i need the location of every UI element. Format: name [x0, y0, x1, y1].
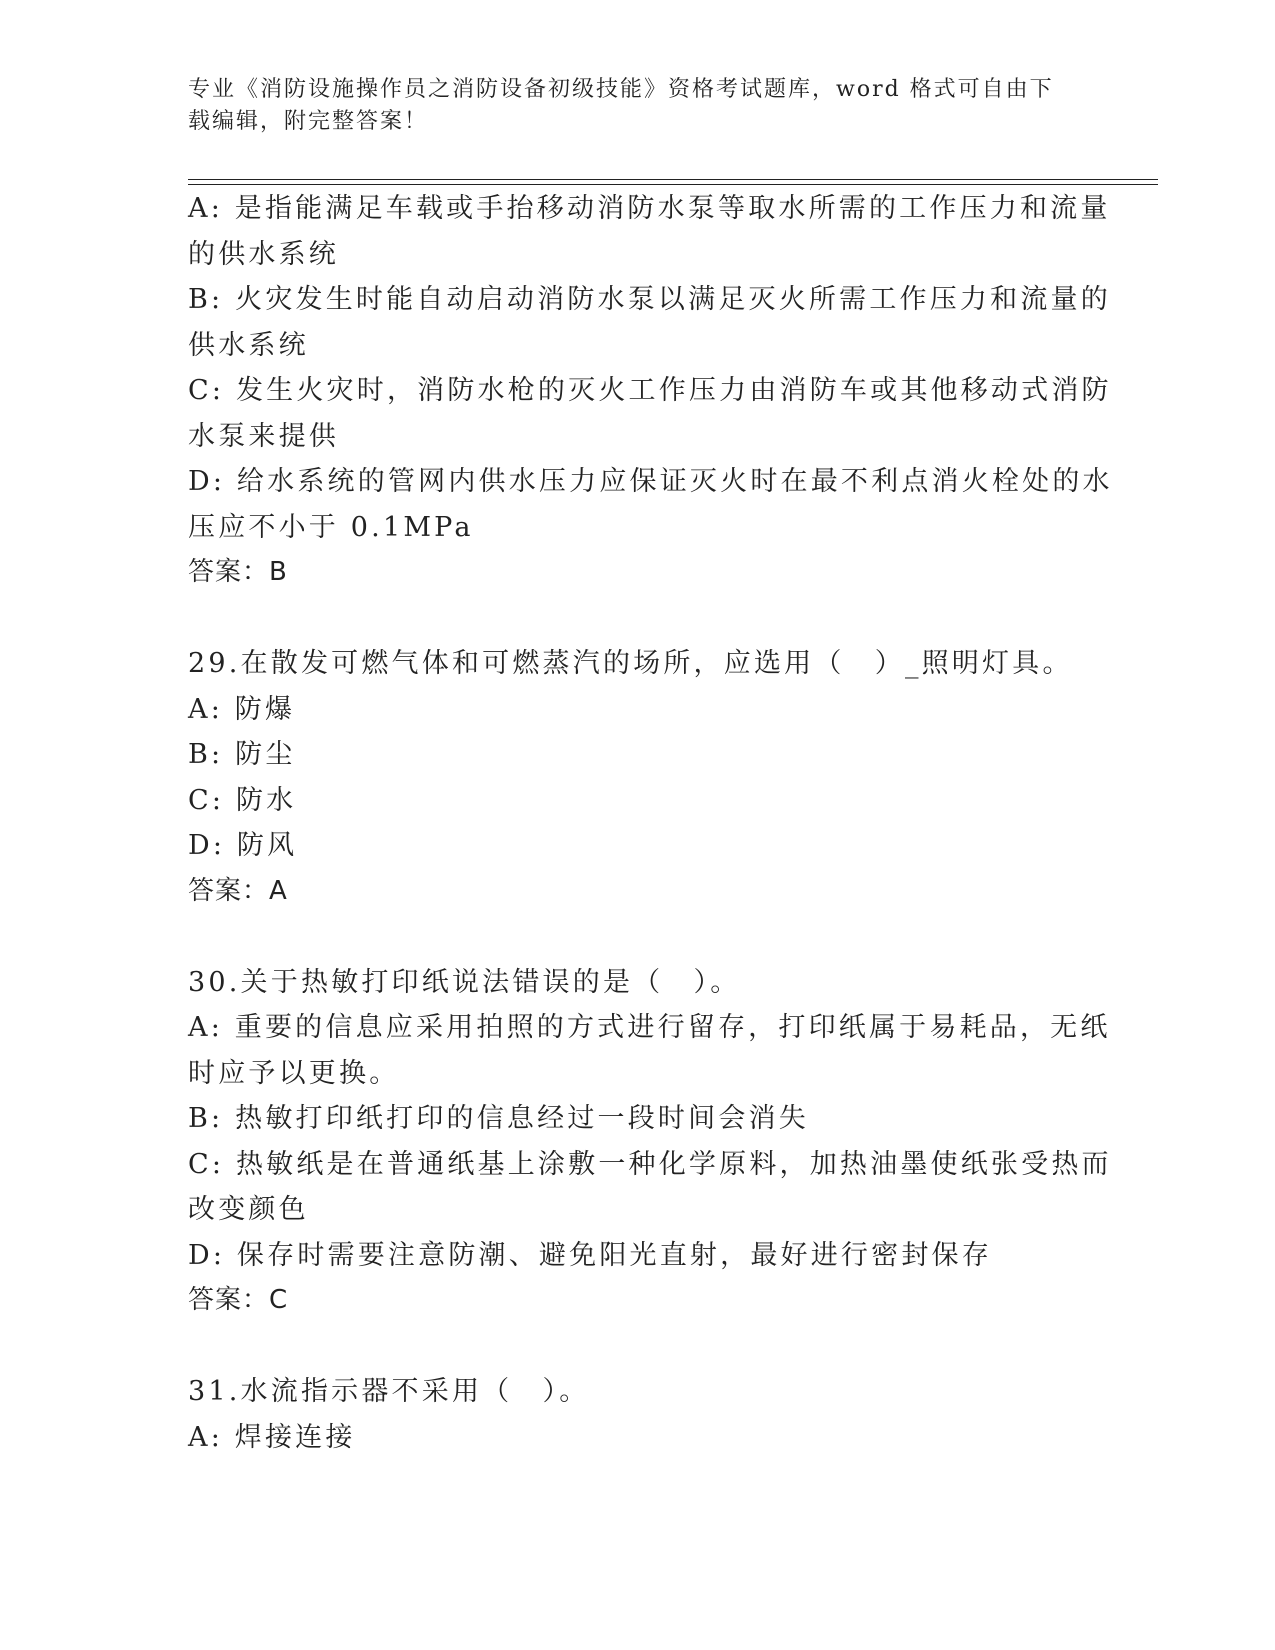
header-divider-thick	[188, 184, 1158, 185]
option-a: A: 防爆	[188, 693, 296, 725]
answer-label: 答案：B	[188, 557, 288, 587]
option-c-line-2: 水泵来提供	[188, 420, 339, 452]
option-d-line-1: D: 给水系统的管网内供水压力应保证灭火时在最不利点消火栓处的水	[188, 466, 1113, 497]
question-list	[188, 186, 1113, 1460]
option-b-line-1: B: 火灾发生时能自动启动消防水泵以满足灭火所需工作压力和流量的	[188, 284, 1111, 315]
question-block-31	[188, 1369, 1068, 1460]
option-c-line-1: C: 热敏纸是在普通纸基上涂敷一种化学原料，加热油墨使纸张受热而	[188, 1148, 1112, 1180]
option-b: B: 热敏打印纸打印的信息经过一段时间会消失	[188, 1103, 809, 1134]
spacer	[188, 596, 1068, 642]
question-text: 30.关于热敏打印纸说法错误的是（ ）。	[188, 966, 741, 998]
option-c-line-2: 改变颜色	[188, 1194, 309, 1225]
option-b-line-2: 供水系统	[188, 329, 309, 361]
header-line-2: 载编辑，附完整答案！	[188, 109, 429, 134]
spacer	[188, 914, 1068, 960]
option-a-line-1: A: 重要的信息应采用拍照的方式进行留存，打印纸属于易耗品，无纸	[188, 1012, 1111, 1043]
question-text: 31.水流指示器不采用（ ）。	[188, 1376, 590, 1407]
question-block-28	[188, 186, 1113, 596]
option-a-line-1: A: 是指能满足车载或手抬移动消防水泵等取水所需的工作压力和流量	[188, 193, 1111, 224]
option-c: C: 防水	[188, 784, 297, 816]
document-header	[188, 74, 1068, 138]
option-c-line-1: C: 发生火灾时，消防水枪的灭火工作压力由消防车或其他移动式消防	[188, 375, 1112, 406]
option-d: D: 保存时需要注意防潮、避免阳光直射，最好进行密封保存	[188, 1239, 992, 1271]
spacer	[188, 1324, 1068, 1370]
header-line-1: 专业《消防设施操作员之消防设备初级技能》资格考试题库，word 格式可自由下	[188, 77, 1054, 102]
question-text: 29.在散发可燃气体和可燃蒸汽的场所，应选用（ ）_照明灯具。	[188, 648, 1073, 679]
header-divider-thin	[188, 179, 1158, 180]
option-d-line-2: 压应不小于 0.1MPa	[188, 511, 474, 543]
option-a-line-2: 时应予以更换。	[188, 1057, 400, 1089]
question-block-29	[188, 641, 1073, 914]
answer-label: 答案：A	[188, 875, 288, 906]
answer-label: 答案：C	[188, 1285, 289, 1315]
option-b: B: 防尘	[188, 739, 296, 770]
question-block-30	[188, 960, 1112, 1324]
option-a: A: 焊接连接	[188, 1421, 356, 1453]
option-d: D: 防风	[188, 830, 298, 861]
option-a-line-2: 的供水系统	[188, 238, 339, 270]
